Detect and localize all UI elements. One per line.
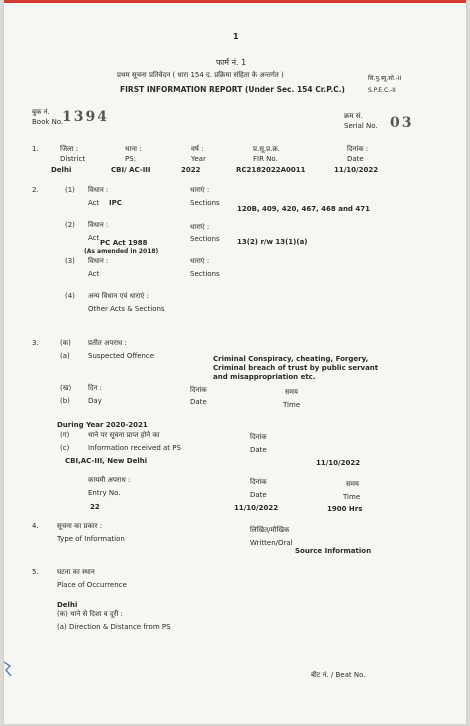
act-1-number: (1) xyxy=(65,186,75,194)
edge-stamp-mark xyxy=(4,660,12,678)
info-place-value: CBI,AC-III, New Delhi xyxy=(65,457,148,465)
year-value: 2022 xyxy=(181,166,201,174)
info-label-english: Information received at PS xyxy=(88,444,181,452)
section-4-number: 4. xyxy=(32,522,39,530)
sections-1-label-hindi: धाराएं : xyxy=(190,186,210,194)
entry-date-label-english: Date xyxy=(250,491,267,499)
sections-3-label-english: Sections xyxy=(190,270,220,278)
district-label-english: District xyxy=(60,155,86,163)
sections-2-label-hindi: धाराएं : xyxy=(190,223,210,231)
beat-number-label: बीट नं. / Beat No. xyxy=(311,671,366,679)
district-label-hindi: जिला : xyxy=(60,145,79,153)
section-5-number: 5. xyxy=(32,568,39,576)
serial-number: 03 xyxy=(390,115,414,131)
written-oral-label-english: Written/Oral xyxy=(250,539,293,547)
fir-value: RC2182022A0011 xyxy=(236,166,306,174)
direction-label-hindi: (क) थाने से दिशा व दूरी : xyxy=(57,610,123,618)
title-english: FIRST INFORMATION REPORT (Under Sec. 154 Cr.P.C.) xyxy=(120,85,345,94)
sections-2-value: 13(2) r/w 13(1)(a) xyxy=(237,238,308,246)
offence-num-english: (a) xyxy=(60,352,70,360)
offence-label-hindi: प्रतीत अपराध : xyxy=(88,339,127,347)
act-1-value: IPC xyxy=(109,199,122,207)
ps-value: CBI/ AC-III xyxy=(111,166,151,174)
form-ref-hindi: सि.पु.ब्यू.सो.-II xyxy=(368,75,402,82)
written-oral-label-hindi: लिखित/मौखिक xyxy=(250,526,290,534)
info-date-label-english: Date xyxy=(250,446,267,454)
place-label-hindi: घटना का स्थान xyxy=(57,568,95,576)
entry-value: 22 xyxy=(90,503,100,511)
fir-label-hindi: प्र.सू.प्र.क्र. xyxy=(253,145,280,153)
entry-date-value: 11/10/2022 xyxy=(234,504,279,512)
ps-label-english: PS: xyxy=(125,155,137,163)
offence-value-line-3: and misappropriation etc. xyxy=(213,373,316,381)
serial-label-english: Serial No. xyxy=(344,122,378,130)
info-date-label-hindi: दिनांक xyxy=(250,433,267,441)
offence-label-english: Suspected Offence xyxy=(88,352,155,360)
other-acts-label-english: Other Acts & Sections xyxy=(88,305,165,313)
act-1-label-english: Act xyxy=(88,199,100,207)
act-2-label-hindi: विधान : xyxy=(88,221,109,229)
act-3-label-english: Act xyxy=(88,270,100,278)
date-label-hindi: दिनांक : xyxy=(347,145,369,153)
sections-1-label-english: Sections xyxy=(190,199,220,207)
ps-label-hindi: थाना : xyxy=(125,145,142,153)
book-number: 1394 xyxy=(62,109,109,125)
occ-date-label-english: Date xyxy=(190,398,207,406)
direction-label-english: (a) Direction & Distance from PS xyxy=(57,623,171,631)
offence-value-line-1: Criminal Conspiracy, cheating, Forgery, xyxy=(213,355,369,363)
date-value: 11/10/2022 xyxy=(334,166,379,174)
entry-time-label-english: Time xyxy=(343,493,361,501)
day-label-english: Day xyxy=(88,397,102,405)
info-type-value: Source Information xyxy=(295,547,372,555)
act-2-value: PC Act 1988 xyxy=(100,239,148,247)
during-year: During Year 2020-2021 xyxy=(57,421,148,429)
sections-1-value: 120B, 409, 420, 467, 468 and 471 xyxy=(237,205,370,213)
act-3-label-hindi: विधान : xyxy=(88,257,109,265)
form-number: फार्म नं. 1 xyxy=(216,58,247,67)
entry-date-label-hindi: दिनांक xyxy=(250,478,267,486)
offence-num-hindi: (क) xyxy=(60,339,71,347)
day-num-english: (b) xyxy=(60,397,70,405)
fir-label-english: FIR No. xyxy=(253,155,278,163)
fir-document-page xyxy=(4,0,466,724)
info-label-hindi: थाने पर सूचना प्राप्त होने का xyxy=(88,431,160,439)
section-2-number: 2. xyxy=(32,186,39,194)
place-value: Delhi xyxy=(57,601,78,609)
occ-time-label-hindi: समय xyxy=(285,388,298,396)
occ-time-label-english: Time xyxy=(283,401,301,409)
year-label-hindi: वर्ष : xyxy=(191,145,204,153)
form-ref-english: S.P.E.C.-II xyxy=(368,87,396,94)
info-num-english: (c) xyxy=(60,444,70,452)
info-type-label-hindi: सूचना का प्रकार : xyxy=(57,522,103,530)
other-acts-label-hindi: अन्य विधान एवं धाराएं : xyxy=(88,292,149,300)
entry-label-hindi: कायमी अपराध : xyxy=(88,476,131,484)
act-2-label-english: Act xyxy=(88,234,100,242)
info-date-value: 11/10/2022 xyxy=(316,459,361,467)
act-4-number: (4) xyxy=(65,292,75,300)
entry-label-english: Entry No. xyxy=(88,489,121,497)
act-2-note: (As amended in 2018) xyxy=(84,248,159,255)
title-hindi: प्रथम सूचना प्रतिवेदन ( धारा 154 द. प्रक्रिया संहिता के अन्तर्गत ) xyxy=(117,71,284,79)
section-3-number: 3. xyxy=(32,339,39,347)
book-label-hindi: बुक नं. xyxy=(32,108,50,116)
day-num-hindi: (ख) xyxy=(60,384,72,392)
year-label-english: Year xyxy=(191,155,206,163)
page-top-edge xyxy=(4,0,466,3)
act-1-label-hindi: विधान : xyxy=(88,186,109,194)
act-2-number: (2) xyxy=(65,221,75,229)
entry-time-label-hindi: समय xyxy=(346,480,359,488)
info-type-label-english: Type of Information xyxy=(57,535,125,543)
act-3-number: (3) xyxy=(65,257,75,265)
info-num-hindi: (ग) xyxy=(60,431,70,439)
book-label-english: Book No. xyxy=(32,118,64,126)
occ-date-label-hindi: दिनांक xyxy=(190,386,207,394)
district-value: Delhi xyxy=(51,166,72,174)
sections-2-label-english: Sections xyxy=(190,235,220,243)
offence-value-line-2: Criminal breach of trust by public servant xyxy=(213,364,379,372)
section-1-number: 1. xyxy=(32,145,39,153)
day-label-hindi: दिन : xyxy=(88,384,102,392)
sections-3-label-hindi: धाराएं : xyxy=(190,257,210,265)
page-number: 1 xyxy=(233,32,239,41)
date-label-english: Date xyxy=(347,155,364,163)
serial-label-hindi: क्रम सं. xyxy=(344,112,363,120)
place-label-english: Place of Occurrence xyxy=(57,581,127,589)
entry-time-value: 1900 Hrs xyxy=(327,505,363,513)
